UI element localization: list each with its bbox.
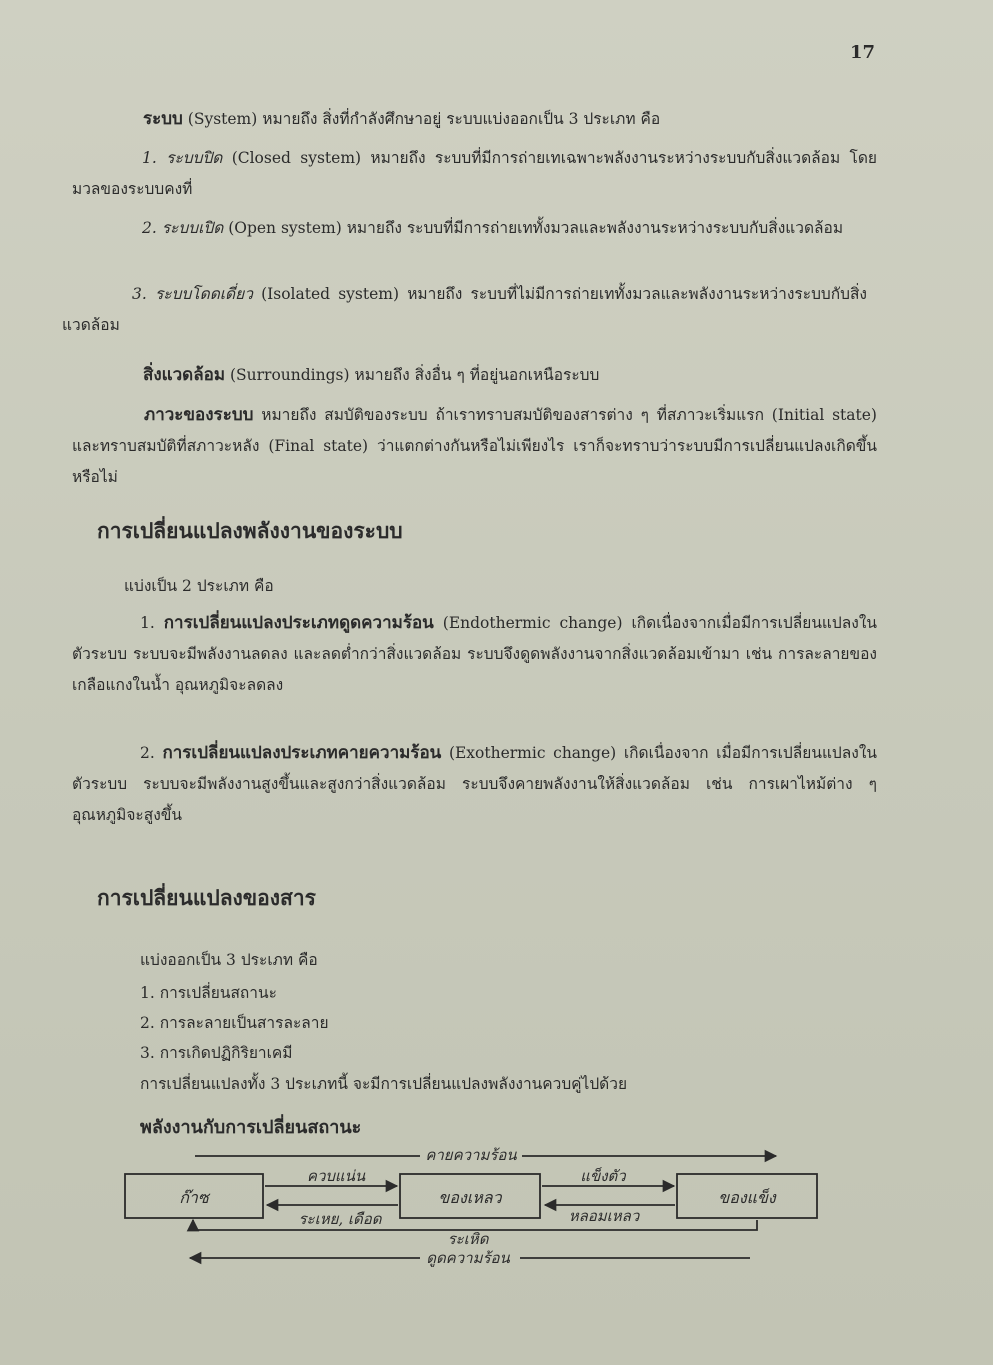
matter-change-heading: การเปลี่ยนแปลงของสาร bbox=[97, 885, 316, 910]
melt-label: หลอมเหลว bbox=[568, 1207, 640, 1225]
energy-change-heading: การเปลี่ยนแปลงพลังงานของระบบ bbox=[97, 518, 403, 543]
system-en: (System) bbox=[187, 110, 258, 128]
endothermic-label: ดูดความร้อน bbox=[426, 1249, 510, 1267]
system-type-isolated: 3. ระบบโดดเดี่ยว (Isolated system) หมายถึง ระบบที่ไม่มีการถ่ายเททั้งมวลและพลังงานระหว่างระบบกับสิ่งแวดล้อม bbox=[62, 285, 868, 334]
matter-change-item: 2. การละลายเป็นสารละลาย bbox=[140, 1014, 329, 1032]
matter-change-item: 1. การเปลี่ยนสถานะ bbox=[140, 984, 277, 1002]
system-def: หมายถึง สิ่งที่กำลังศึกษาอยู่ ระบบแบ่งออกเป็น 3 ประเภท คือ bbox=[262, 110, 661, 128]
page-number: 17 bbox=[850, 42, 876, 63]
freeze-label: แข็งตัว bbox=[580, 1167, 626, 1185]
system-type-open: 2. ระบบเปิด (Open system) หมายถึง ระบบที่มีการถ่ายเททั้งมวลและพลังงานระหว่างระบบกับสิ่งแวดล้อม bbox=[142, 219, 844, 237]
system-term: ระบบ bbox=[143, 109, 183, 129]
matter-change-intro: แบ่งออกเป็น 3 ประเภท คือ bbox=[140, 951, 318, 969]
liquid-label: ของเหลว bbox=[438, 1188, 502, 1207]
exothermic-label: คายความร้อน bbox=[425, 1146, 517, 1164]
phase-diagram-heading: พลังงานกับการเปลี่ยนสถานะ bbox=[140, 1117, 362, 1138]
matter-change-summary: การเปลี่ยนแปลงทั้ง 3 ประเภทนี้ จะมีการเปลี่ยนแปลงพลังงานควบคู่ไปด้วย bbox=[140, 1075, 628, 1093]
evaporate-label: ระเหย, เดือด bbox=[298, 1210, 382, 1228]
surroundings-definition: สิ่งแวดล้อม (Surroundings) หมายถึง สิ่งอื่น ๆ ที่อยู่นอกเหนือระบบ bbox=[143, 365, 600, 385]
gas-label: ก๊าซ bbox=[179, 1188, 209, 1207]
matter-change-item: 3. การเกิดปฏิกิริยาเคมี bbox=[140, 1044, 293, 1062]
state-definition: ภาวะของระบบ หมายถึง สมบัติของระบบ ถ้าเราทราบสมบัติของสารต่าง ๆ ที่สภาวะเริ่มแรก (Initial state) และทราบสมบัติที่สภาวะหลัง (Final state) ว่าแตกต่างกันหรือไม่เพียงไร เราก็จะทราบว่าระบบมีการเปลี่ยนแปลงเกิดขึ้นหรือไม่ bbox=[72, 405, 877, 486]
system-type-closed: 1. ระบบปิด (Closed system) หมายถึง ระบบที่มีการถ่ายเทเฉพาะพลังงานระหว่างระบบกับสิ่งแวดล้อม โดยมวลของระบบคงที่ bbox=[72, 149, 877, 198]
condense-label: ควบแน่น bbox=[306, 1167, 366, 1185]
endothermic-item: 1. การเปลี่ยนแปลงประเภทดูดความร้อน (Endothermic change) เกิดเนื่องจากเมื่อมีการเปลี่ยนแปลงในตัวระบบ ระบบจะมีพลังงานลดลง และลดต่ำกว่าสิ่งแวดล้อม ระบบจึงดูดพลังงานจากสิ่งแวดล้อมเข้ามา เช่น การละลายของเกลือแกงในน้ำ อุณหภูมิจะลดลง bbox=[72, 613, 877, 694]
sublime-arrow bbox=[193, 1220, 757, 1230]
solid-label: ของแข็ง bbox=[718, 1188, 776, 1207]
exothermic-item: 2. การเปลี่ยนแปลงประเภทคายความร้อน (Exothermic change) เกิดเนื่องจาก เมื่อมีการเปลี่ยนแปลงในตัวระบบ ระบบจะมีพลังงานสูงขึ้นและสูงกว่าสิ่งแวดล้อม ระบบจึงคายพลังงานให้สิ่งแวดล้อม เช่น การเผาไหม้ต่าง ๆ อุณหภูมิจะสูงขึ้น bbox=[72, 743, 878, 824]
energy-change-intro: แบ่งเป็น 2 ประเภท คือ bbox=[124, 577, 274, 595]
sublime-label: ระเหิด bbox=[447, 1230, 489, 1248]
